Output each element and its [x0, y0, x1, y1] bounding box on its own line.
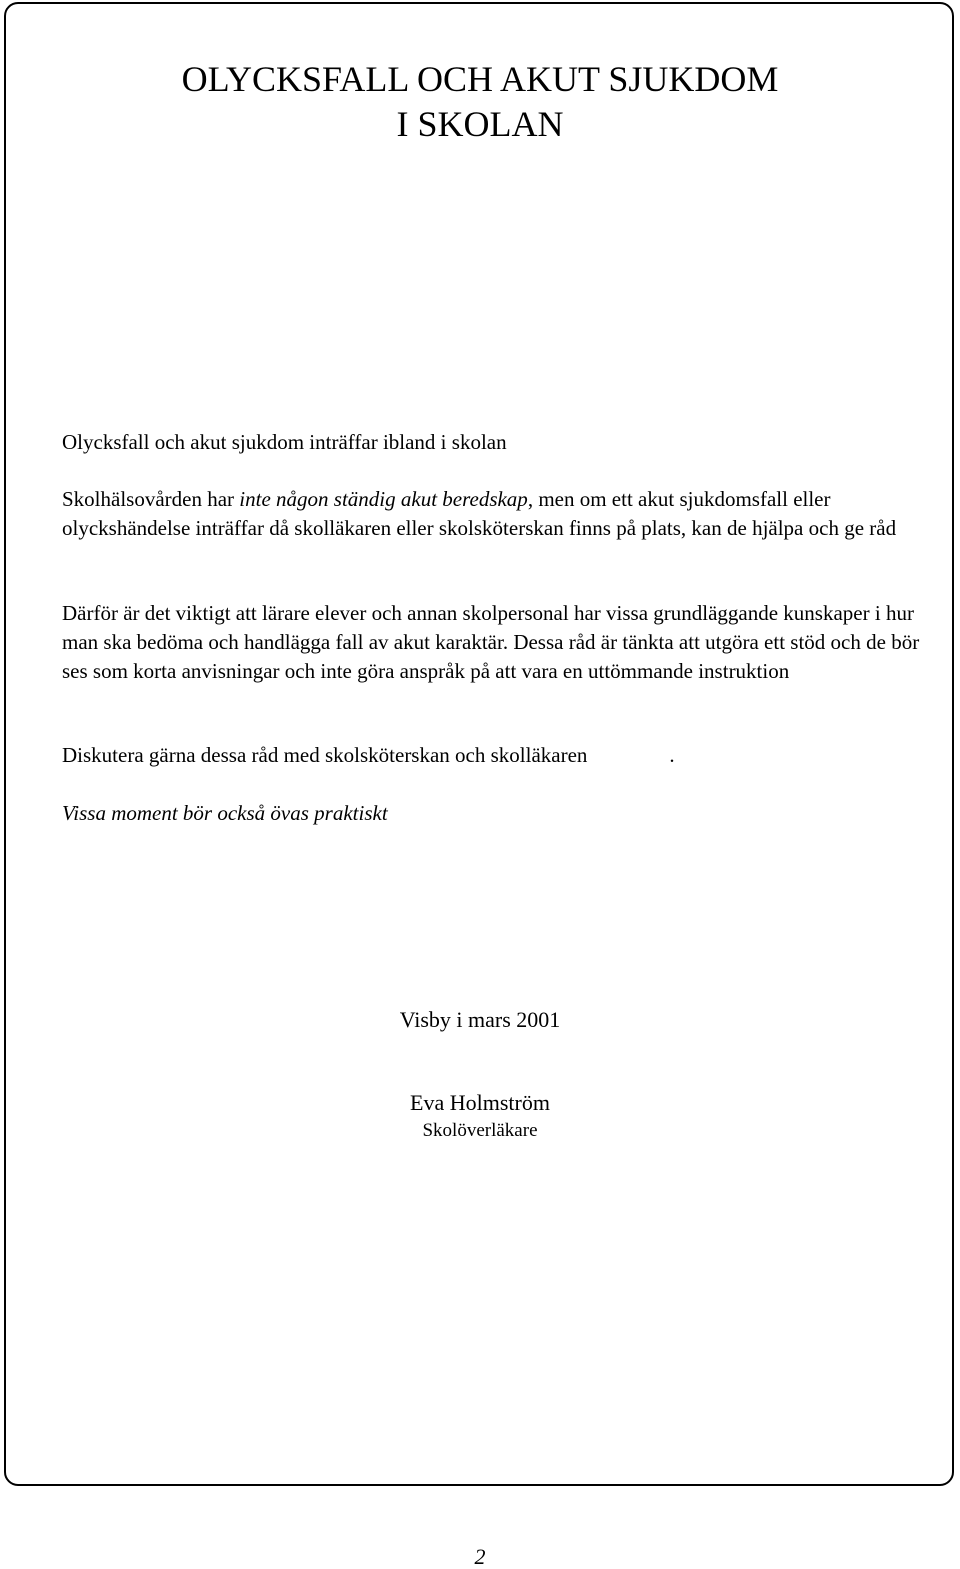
importance-paragraph: Därför är det viktigt att lärare elever och annan skolpersonal har vissa grundläggande kunskaper i hur man ska bedöma och handlägga fall av akut karaktär. Dessa råd är tänkta att utgöra ett stöd och de bör ses som korta anvisningar och inte göra anspråk på att vara en uttömmande instruktion [62, 601, 920, 683]
discuss-text: Diskutera gärna dessa råd med skolsköterskan och skolläkaren [62, 743, 588, 767]
signature-place-date: Visby i mars 2001 [399, 1007, 561, 1032]
school-health-text-start: Skolhälsovården har [62, 487, 240, 511]
document-title-line-2: I SKOLAN [396, 104, 564, 144]
signature-name: Eva Holmström [410, 1090, 550, 1115]
intro-paragraph: Olycksfall och akut sjukdom inträffar ibland i skolan [62, 430, 507, 454]
discuss-paragraph [62, 741, 942, 770]
school-health-paragraph [62, 485, 942, 543]
signature-role: Skolöverläkare [422, 1120, 538, 1141]
document-title-line-1: OLYCKSFALL OCH AKUT SJUKDOM [181, 59, 779, 99]
school-health-text-end: , men om ett akut sjukdomsfall eller olyckshändelse inträffar då skolläkaren eller skolsköterskan finns på plats, kan de hjälpa och ge råd [62, 487, 897, 540]
school-health-emphasis: inte någon ständig akut beredskap [239, 487, 528, 511]
discuss-period: . [669, 743, 675, 767]
practice-paragraph: Vissa moment bör också övas praktiskt [62, 801, 388, 825]
page-number: 2 [474, 1544, 486, 1569]
